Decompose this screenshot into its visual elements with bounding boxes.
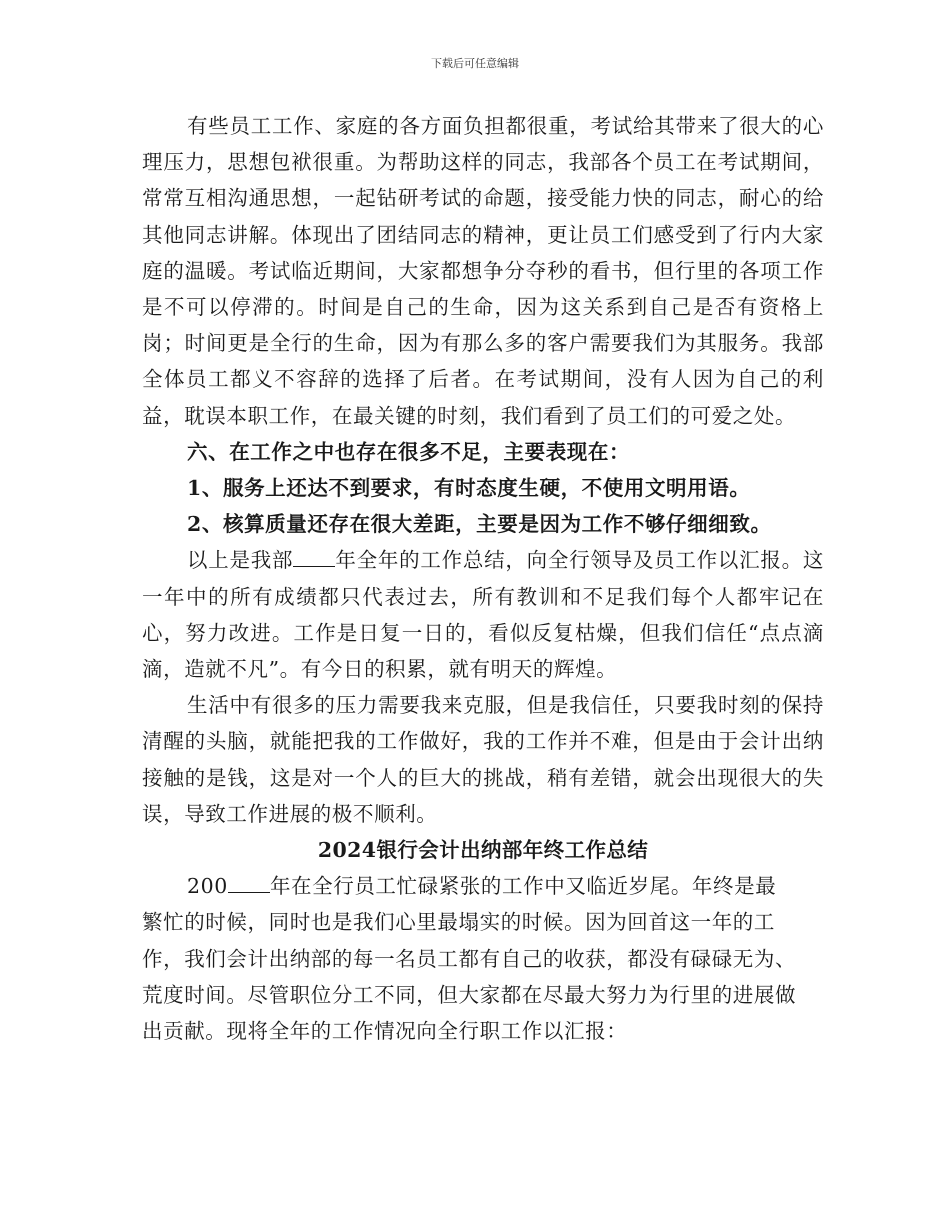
paragraph-work-pressure: 生活中有很多的压力需要我来克服，但是我信任，只要我时刻的保持清醒的头脑，就能把我的工作做好，我的工作并不难，但是由于会计出纳接触的是钱，这是对一个人的巨大的挑战，稍有差错，就会出现很大的失误，导致工作进展的极不顺利。	[142, 693, 824, 826]
document-body	[142, 108, 824, 1049]
summary-report-text: 年全年的工作总结，向全行领导及员工作以汇报。这一年中的所有成绩都只代表过去，所有教训和不足我们每个人都牢记在心，努力改进。工作是日复一日的，看似反复枯燥，但我们信任“点点滴滴，造就不凡”。有今日的积累，就有明天的辉煌。	[142, 548, 824, 682]
paragraph-summary-report	[142, 542, 824, 687]
section-heading-shortcomings: 六、在工作之中也存在很多不足，主要表现在：	[187, 439, 631, 464]
page-header-note: 下载后可任意编辑	[431, 57, 519, 70]
summary-report-lead: 以上是我部	[187, 548, 294, 573]
year-blank	[228, 874, 270, 893]
paragraph-exam-support: 有些员工工作、家庭的各方面负担都很重，考试给其带来了很大的心理压力，思想包袱很重。为帮助这样的同志，我部各个员工在考试期间，常常互相沟通思想，一起钻研考试的命题，接受能力快的同志，耐心的给其他同志讲解。体现出了团结同志的精神，更让员工们感受到了行内大家庭的温暖。考试临近期间，大家都想争分夺秒的看书，但行里的各项工作是不可以停滞的。时间是自己的生命，因为这关系到自己是否有资格上岗；时间更是全行的生命，因为有那么多的客户需要我们为其服务。我部全体员工都义不容辞的选择了后者。在考试期间，没有人因为自己的利益，耽误本职工作，在最关键的时刻，我们看到了员工们的可爱之处。	[142, 114, 824, 428]
paragraph-year-end-intro	[142, 868, 797, 1049]
section-title: 2024银行会计出纳部年终工作总结	[317, 838, 649, 863]
year-end-intro-text: 年在全行员工忙碌紧张的工作中又临近岁尾。年终是最繁忙的时候，同时也是我们心里最塌实的时候。因为回首这一年的工作，我们会计出纳部的每一名员工都有自己的收获，都没有碌碌无为、荒度时间。尽管职位分工不同，但大家都在尽最大努力为行里的进展做出贡献。现将全年的工作情况向全行职工作以汇报：	[142, 874, 797, 1044]
year-end-intro-lead: 200	[187, 874, 228, 899]
shortcoming-item-1: 1、服务上还达不到要求，有时态度生硬，不使用文明用语。	[187, 476, 751, 501]
year-blank	[293, 548, 335, 567]
shortcoming-item-2: 2、核算质量还存在很大差距，主要是因为工作不够仔细细致。	[187, 512, 772, 537]
